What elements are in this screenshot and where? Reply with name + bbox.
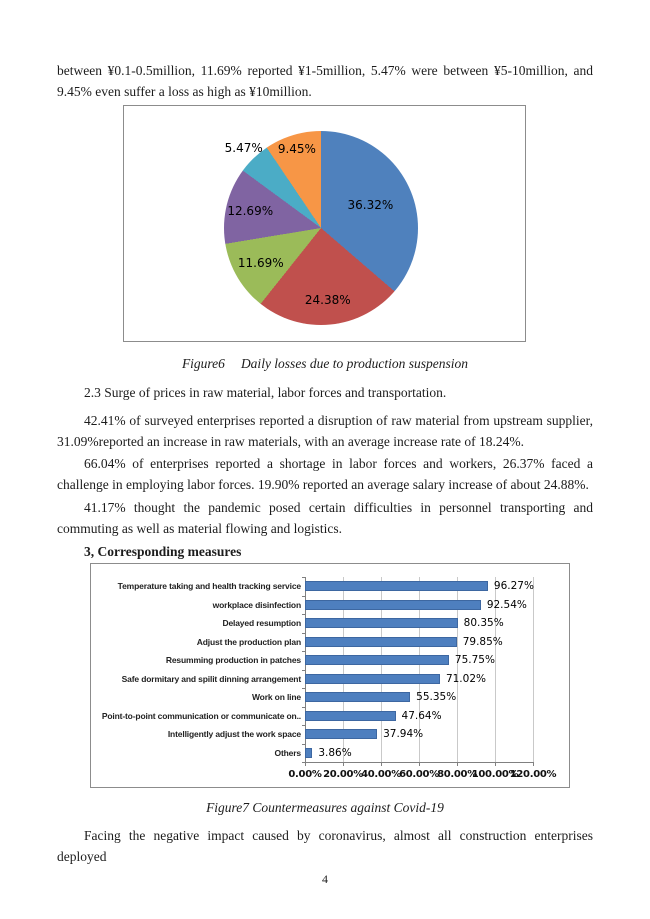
bar-row <box>91 707 569 726</box>
bar-value-label: 55.35% <box>416 691 457 704</box>
bar-value-label: 3.86% <box>318 746 352 759</box>
bar-row <box>91 614 569 633</box>
pie-slice-label: 11.69% <box>237 256 284 271</box>
x-axis-label: 20.00% <box>323 769 363 780</box>
bar <box>305 655 449 665</box>
paragraph-facing-impact: Facing the negative impact caused by coronavirus, almost all construction enterprises deployed <box>57 828 593 864</box>
bar-row <box>91 670 569 689</box>
bar <box>305 711 396 721</box>
bar-value-label: 71.02% <box>445 672 486 685</box>
x-axis-label: 100.00% <box>471 769 519 780</box>
bar <box>305 748 312 758</box>
bar-category-label: Others <box>274 747 301 758</box>
bar-row <box>91 688 569 707</box>
section-heading-measures: 3, Corresponding measures <box>84 544 242 559</box>
figure6-caption <box>57 355 593 372</box>
paragraph-raw-material: 42.41% of surveyed enterprises reported a disruption of raw material from upstream supplier, 31.09%reported an increase in raw materials, with an average increase rate of 18.24%. <box>57 413 593 449</box>
bar-row <box>91 651 569 670</box>
bar-category-label: Intelligently adjust the work space <box>167 729 301 740</box>
x-axis-label: 80.00% <box>437 769 477 780</box>
pie-slice-label: 5.47% <box>224 140 263 155</box>
pie-slice-label: 36.32% <box>347 198 394 213</box>
bar-row <box>91 577 569 596</box>
pie-slice-label: 24.38% <box>304 293 351 308</box>
x-axis-label: 0.00% <box>288 769 322 780</box>
bar-value-label: 79.85% <box>462 635 503 648</box>
bar <box>305 581 488 591</box>
paragraph-section-2-3: 2.3 Surge of prices in raw material, labor forces and transportation. <box>84 385 447 400</box>
bar-row <box>91 725 569 744</box>
x-axis-label: 120.00% <box>509 769 557 780</box>
bar-value-label: 37.94% <box>383 728 424 741</box>
bar <box>305 674 440 684</box>
bar-category-label: Work on line <box>251 692 301 703</box>
bar-plot-area <box>91 564 569 787</box>
paragraph-labor-shortage: 66.04% of enterprises reported a shortage in labor forces and workers, 26.37% faced a challenge in employing labor forces. 19.90% reported an average salary increase of about 24.88%. <box>57 456 593 492</box>
bar-category-label: workplace disinfection <box>212 599 301 610</box>
y-axis-tick <box>302 762 305 763</box>
pie-slice-label: 12.69% <box>227 204 274 219</box>
bar-value-label: 96.27% <box>493 580 534 593</box>
bar-row <box>91 744 569 763</box>
bar-row <box>91 596 569 615</box>
pie-slice-label: 9.45% <box>277 142 316 157</box>
x-axis-tick <box>533 762 534 766</box>
bar-category-label: Point-to-point communication or communicate on.. <box>101 710 301 721</box>
page-number: 4 <box>322 872 328 886</box>
bar-category-label: Resumming production in patches <box>165 655 301 666</box>
figure6-caption-label: Figure6 <box>181 356 225 371</box>
bar-category-label: Delayed resumption <box>222 618 301 629</box>
x-axis-label: 60.00% <box>399 769 439 780</box>
bar-category-label: Adjust the production plan <box>196 636 301 647</box>
bar-row <box>91 633 569 652</box>
figure7-bar-chart <box>90 563 570 788</box>
bar-category-label: Safe dormitary and spilit dinning arrangement <box>121 673 301 684</box>
figure6-pie-chart <box>123 105 526 342</box>
bar <box>305 729 377 739</box>
bar <box>305 637 457 647</box>
bar-value-label: 92.54% <box>486 598 527 611</box>
paragraph-transport-difficulties: 41.17% thought the pandemic posed certain difficulties in personnel transporting and commuting as well as material flowing and logistics. <box>57 500 593 536</box>
bar-value-label: 80.35% <box>463 617 504 630</box>
x-axis-line <box>305 762 533 763</box>
figure7-caption: Figure7 Countermeasures against Covid-19 <box>206 800 444 815</box>
bar-value-label: 47.64% <box>401 709 442 722</box>
figure6-caption-text: Daily losses due to production suspension <box>240 356 469 371</box>
bar <box>305 600 481 610</box>
pie-plot-area <box>124 106 525 341</box>
paragraph-losses: between ¥0.1-0.5million, 11.69% reported ¥1-5million, 5.47% were between ¥5-10million, and 9.45% even suffer a loss as high as ¥10million. <box>57 63 593 99</box>
bar <box>305 618 458 628</box>
bar-value-label: 75.75% <box>454 654 495 667</box>
bar <box>305 692 410 702</box>
bar-category-label: Temperature taking and health tracking service <box>117 581 301 592</box>
x-axis-label: 40.00% <box>361 769 401 780</box>
